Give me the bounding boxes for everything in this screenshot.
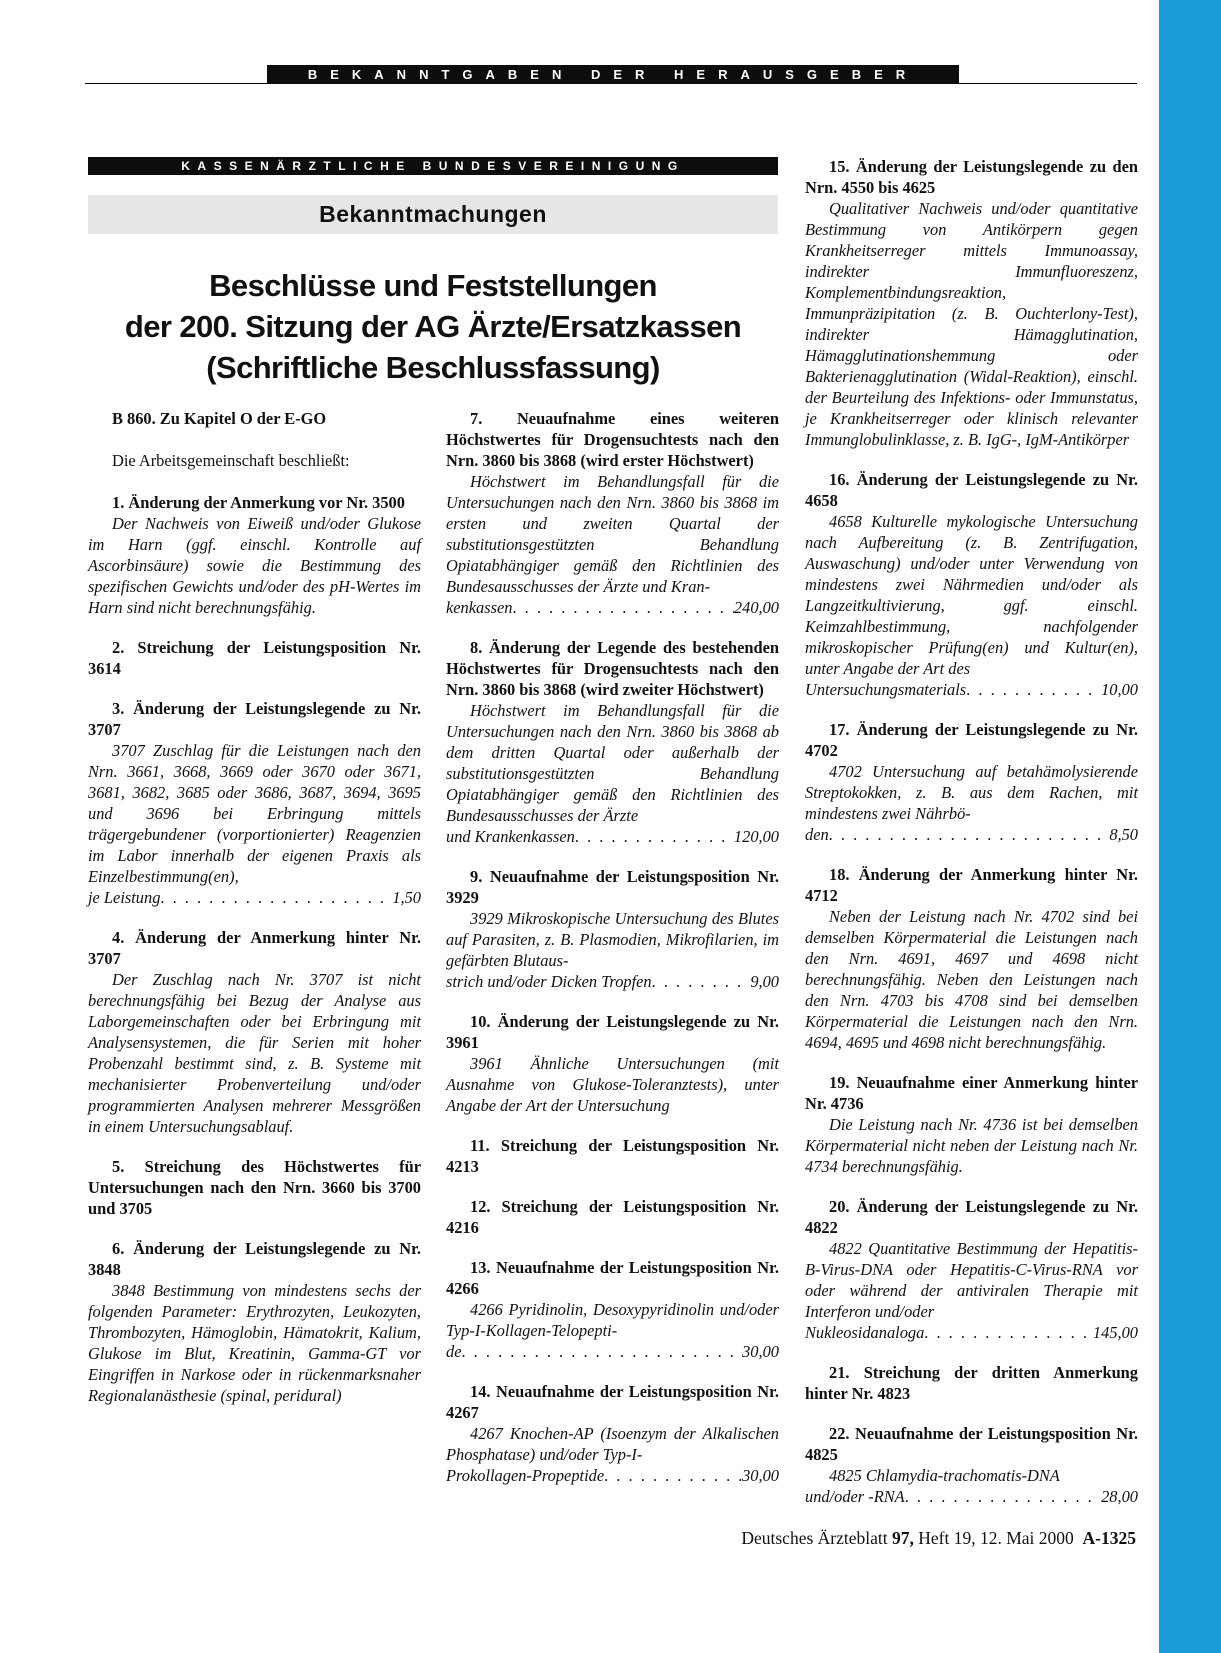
item-text: 3929 Mikroskopische Untersuchung des Blutes auf Parasiten, z. B. Plasmodien, Mikrofilarien, im gefärbten Blutaus- [446,909,779,970]
item-heading: 11. Streichung der Leistungsposition Nr. 4213 [446,1136,779,1176]
list-item [88,637,421,679]
item-text: 4825 Chlamydia-trachomatis-DNA [829,1466,1060,1485]
price-line [446,1465,779,1486]
item-body [88,740,421,908]
journal-volume: 97, [891,1528,914,1548]
item-tail: je Leistung [88,888,161,907]
leader-dots [924,1322,1093,1343]
list-item [446,408,779,618]
item-price: 8,50 [1109,825,1138,844]
item-text: Höchstwert im Behandlungsfall für die Untersuchungen nach den Nrn. 3860 bis 3868 im ersten und zweiten Quartal der substitutionsgestützten Behandlung Opiatabhängiger gemäß den Richtlinien des Bundesausschusses der Ärzte und Kran- [446,472,779,596]
item-price: 1,50 [392,888,421,907]
item-heading: 18. Änderung der Anmerkung hinter Nr. 4712 [805,865,1138,905]
resolution-ref: B 860. Zu Kapitel O der E-GO [112,409,327,428]
item-heading: 3. Änderung der Leistungslegende zu Nr. 3707 [88,699,421,739]
item-tail: Prokollagen-Propeptide [446,1466,605,1485]
journal-issue: Heft 19, 12. Mai 2000 [918,1528,1074,1548]
price-line [805,824,1138,845]
item-heading: 14. Neuaufnahme der Leistungsposition Nr. 4267 [446,1382,779,1422]
item-heading: 22. Neuaufnahme der Leistungsposition Nr. 4825 [805,1424,1138,1464]
list-item [805,864,1138,1053]
item-tail: und/oder -RNA [805,1487,905,1506]
item-heading: 1. Änderung der Anmerkung vor Nr. 3500 [112,493,405,512]
header-band: BEKANNTGABEN DER HERAUSGEBER [267,65,959,84]
list-item [88,698,421,908]
item-body: Neben der Leistung nach Nr. 4702 sind bei demselben Körpermaterial die Leistungen nach den Nrn. 4691, 4697 und 4698 nicht berechnungsfähig. Neben den Leistungen nach den Nrn. 4703 bis 4708 sind bei demselben Körpermaterial die Leistungen nach den Nrn. 4694, 4695 und 4698 nicht berechnungsfähig. [805,907,1138,1052]
list-item [446,1257,779,1362]
leader-dots [160,887,392,908]
item-heading: 15. Änderung der Leistungslegende zu den Nrn. 4550 bis 4625 [805,157,1138,197]
list-item [805,719,1138,845]
list-item [805,156,1138,450]
item-heading: 8. Änderung der Legende des bestehenden Höchstwertes für Drogensuchtests nach den Nrn. 3860 bis 3868 (wird zweiter Höchstwert) [446,638,779,699]
leader-dots [575,826,734,847]
column-2 [446,408,779,1505]
price-line [446,826,779,847]
item-tail: Nukleosidanaloga [805,1323,925,1342]
leader-dots [829,824,1110,845]
item-body [805,511,1138,700]
kbv-band: KASSENÄRZTLICHE BUNDESVEREINIGUNG [88,157,778,175]
leader-dots [966,679,1101,700]
item-heading: 21. Streichung der dritten Anmerkung hinter Nr. 4823 [805,1363,1138,1403]
item-heading: 17. Änderung der Leistungslegende zu Nr. 4702 [805,720,1138,760]
page-footer [540,1528,1136,1549]
item-body [446,908,779,992]
article-title [88,265,778,388]
title-line: der 200. Sitzung der AG Ärzte/Ersatzkassen [124,309,742,344]
item-text: 4702 Untersuchung auf betahämolysierende Streptokokken, z. B. aus dem Rachen, mit mindestens zwei Nährbö- [805,762,1138,823]
list-item [88,492,421,618]
item-tail: kenkassen [446,598,513,617]
list-item [805,1362,1138,1404]
item-heading: 16. Änderung der Leistungslegende zu Nr. 4658 [805,470,1138,510]
item-heading: 5. Streichung des Höchstwertes für Untersuchungen nach den Nrn. 3660 bis 3700 und 3705 [88,1157,421,1218]
item-body [446,1423,779,1486]
item-body [805,1238,1138,1343]
list-item [805,1423,1138,1507]
item-price: 120,00 [733,827,779,846]
list-item [446,1135,779,1177]
list-item [88,927,421,1137]
resolution-lead: Die Arbeitsgemeinschaft beschließt: [112,451,350,470]
item-text: 4822 Quantitative Bestimmung der Hepatitis-B-Virus-DNA oder Hepatitis-C-Virus-RNA vor oder während der antiviralen Therapie mit Interferon und/oder [805,1239,1138,1321]
page-number: A-1325 [1082,1528,1136,1548]
item-body: Qualitativer Nachweis und/oder quantitative Bestimmung von Antikörpern gegen Krankheitserreger mittels Immunoassay, indirekter Immunfluoreszenz, Komplementbindungsreaktion, Immunpräzipitation (z. B. Ouchterlony-Test), indirekter Hämagglutination, Hämagglutinationshemmung oder Bakterienagglutination (Widal-Reaktion), einschl. der Beurteilung des Infektions- oder Immunstatus, je Krankheitserreger oder klinisch relevanter Immunglobulinklasse, z. B. IgG-, IgM-Antikörper [805,199,1138,449]
item-price: 145,00 [1092,1323,1138,1342]
price-line [805,679,1138,700]
item-body [446,700,779,847]
list-item [88,1238,421,1406]
leader-dots [461,1341,742,1362]
item-heading: 7. Neuaufnahme eines weiteren Höchstwertes für Drogensuchtests nach den Nrn. 3860 bis 3868 (wird erster Höchstwert) [446,409,779,470]
item-price: 30,00 [742,1342,779,1361]
item-body: Der Nachweis von Eiweiß und/oder Glukose im Harn (ggf. einschl. Kontrolle auf Ascorbinsäure) sowie die Bestimmung des spezifischen Gewichts und/oder des pH-Wertes im Harn sind nicht berechnungsfähig. [88,514,421,617]
item-text: 4267 Knochen-AP (Isoenzym der Alkalischen Phosphatase) und/oder Typ-I- [446,1424,779,1464]
price-line [88,887,421,908]
item-price: 9,00 [750,972,779,991]
list-item [805,1072,1138,1177]
item-price: 28,00 [1101,1487,1138,1506]
list-item [805,469,1138,700]
item-price: 30,00 [742,1466,779,1485]
leader-dots [604,1465,742,1486]
item-heading: 4. Änderung der Anmerkung hinter Nr. 3707 [88,928,421,968]
item-body: Der Zuschlag nach Nr. 3707 ist nicht berechnungsfähig bei Bezug der Analyse aus Laborgemeinschaften oder bei Erbringung mit Analysensystemen, die für Serien mit hoher Probenzahl bestimmt sind, z. B. Systeme mit mechanisierter Probenverteilung und/oder programmierten Analysen mehrerer Messgrößen in einem Untersuchungsablauf. [88,970,421,1136]
item-tail: den [805,825,829,844]
list-item [446,1011,779,1116]
item-heading: 9. Neuaufnahme der Leistungsposition Nr. 3929 [446,867,779,907]
item-heading: 13. Neuaufnahme der Leistungsposition Nr. 4266 [446,1258,779,1298]
item-tail: Untersuchungsmaterials [805,680,967,699]
item-text: 3707 Zuschlag für die Leistungen nach den Nrn. 3661, 3668, 3669 oder 3670 oder 3671, 3681, 3682, 3685 oder 3686, 3687, 3694, 3695 und 3696 bei Erbringung mittels trägergebundener (vorportionierter) Reagenzien im Labor innerhalb der eigenen Praxis als Einzelbestimmung(en), [88,741,421,886]
item-tail: und Krankenkassen [446,827,575,846]
item-body [446,471,779,618]
column-3 [805,156,1138,1526]
item-heading: 19. Neuaufnahme einer Anmerkung hinter Nr. 4736 [805,1073,1138,1113]
item-body: 3848 Bestimmung von mindestens sechs der folgenden Parameter: Erythrozyten, Leukozyten, Thrombozyten, Hämoglobin, Hämatokrit, Kalium, Glukose im Blut, Kreatinin, Gamma-GT vor Eingriffen in Narkose oder in rückenmarksnaher Regionalanästhesie (spinal, peridural) [88,1281,421,1405]
price-line [446,971,779,992]
journal-name: Deutsches Ärzteblatt [741,1528,888,1548]
item-body: 3961 Ähnliche Untersuchungen (mit Ausnahme von Glukose-Toleranztests), unter Angabe der Art der Untersuchung [446,1054,779,1115]
price-line [805,1486,1138,1507]
item-body: Die Leistung nach Nr. 4736 ist bei demselben Körpermaterial nicht neben der Leistung nach Nr. 4734 berechnungsfähig. [805,1115,1138,1176]
list-item [446,1196,779,1238]
list-item [446,866,779,992]
item-price: 10,00 [1101,680,1138,699]
title-line: Beschlüsse und Feststellungen [209,268,657,303]
price-line [446,1341,779,1362]
list-item [805,1196,1138,1343]
item-body [805,1465,1138,1507]
item-heading: 10. Änderung der Leistungslegende zu Nr. 3961 [446,1012,779,1052]
item-tail: de [446,1342,462,1361]
item-body [446,1299,779,1362]
price-line [805,1322,1138,1343]
item-heading: 2. Streichung der Leistungsposition Nr. 3614 [88,638,421,678]
side-color-stripe [1159,0,1221,1653]
column-1 [88,408,421,1425]
item-text: 4266 Pyridinolin, Desoxypyridinolin und/oder Typ-I-Kollagen-Telopepti- [446,1300,779,1340]
title-line: (Schriftliche Beschlussfassung) [206,350,660,385]
item-text: Höchstwert im Behandlungsfall für die Untersuchungen nach den Nrn. 3860 bis 3868 ab dem dritten Quartal oder außerhalb der substitutionsgestützten Behandlung Opiatabhängiger gemäß den Richtlinien des Bundesausschusses der Ärzte [446,701,779,825]
item-tail: strich und/oder Dicken Tropfen [446,972,652,991]
price-line [446,597,779,618]
list-item [88,1156,421,1219]
item-heading: 12. Streichung der Leistungsposition Nr. 4216 [446,1197,779,1237]
leader-dots [512,597,733,618]
list-item [446,1381,779,1486]
item-body [805,761,1138,845]
leader-dots [905,1486,1101,1507]
leader-dots [652,971,751,992]
section-heading: Bekanntmachungen [88,195,778,234]
list-item [446,637,779,847]
item-text: 4658 Kulturelle mykologische Untersuchung nach Aufbereitung (z. B. Zentrifugation, Auswaschung) und/oder unter Verwendung von mindestens zwei Nährmedien und/oder als Langzeitkultivierung, ggf. einschl. Keimzahlbestimmung, nachfolgender mikroskopischer Prüfung(en) und Kultur(en), unter Angabe der Art des [805,512,1138,678]
item-heading: 20. Änderung der Leistungslegende zu Nr. 4822 [805,1197,1138,1237]
item-heading: 6. Änderung der Leistungslegende zu Nr. 3848 [88,1239,421,1279]
item-price: 240,00 [733,598,779,617]
